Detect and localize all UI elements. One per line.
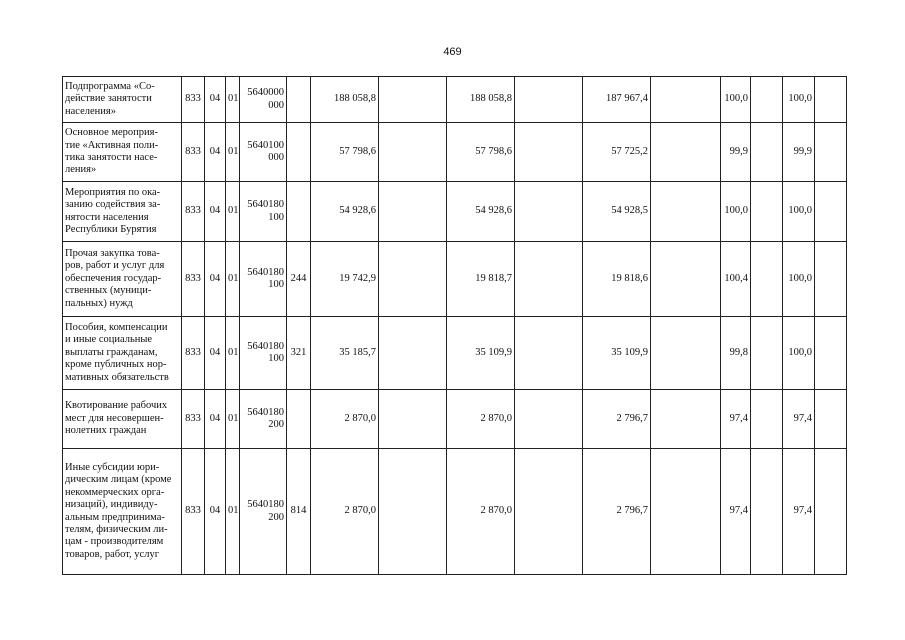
code-section: 04 [205,390,226,449]
code-target-article: 5640100 000 [240,123,287,182]
empty-cell [751,77,783,123]
code-target-article: 5640180 200 [240,449,287,575]
code-grbs: 833 [182,317,205,390]
budget-execution-table [62,76,847,575]
table-row [63,242,847,317]
code-section: 04 [205,242,226,317]
refined-amount: 188 058,8 [447,77,515,123]
code-expense-type [287,77,311,123]
empty-cell [751,123,783,182]
executed-amount: 35 109,9 [583,317,651,390]
executed-amount: 187 967,4 [583,77,651,123]
code-subsection: 01 [226,390,240,449]
code-section: 04 [205,182,226,242]
empty-cell [751,182,783,242]
page-number: 469 [443,46,462,58]
empty-cell [379,390,447,449]
empty-cell [815,242,847,317]
code-section: 04 [205,123,226,182]
approved-amount: 2 870,0 [311,390,379,449]
empty-cell [515,123,583,182]
code-expense-type: 814 [287,449,311,575]
empty-cell [515,242,583,317]
code-expense-type [287,182,311,242]
code-grbs: 833 [182,182,205,242]
code-target-article: 5640180 200 [240,390,287,449]
code-grbs: 833 [182,390,205,449]
empty-cell [651,123,721,182]
empty-cell [515,77,583,123]
percent-of-refined: 97,4 [783,449,815,575]
empty-cell [815,77,847,123]
approved-amount: 54 928,6 [311,182,379,242]
code-subsection: 01 [226,182,240,242]
percent-of-approved: 100,4 [721,242,751,317]
code-grbs: 833 [182,77,205,123]
percent-of-refined: 97,4 [783,390,815,449]
empty-cell [751,449,783,575]
empty-cell [651,242,721,317]
code-subsection: 01 [226,449,240,575]
item-name: Квотирование рабочих мест для несовершен- нолетних граждан [63,390,182,449]
executed-amount: 19 818,6 [583,242,651,317]
empty-cell [515,317,583,390]
approved-amount: 2 870,0 [311,449,379,575]
code-subsection: 01 [226,123,240,182]
refined-amount: 54 928,6 [447,182,515,242]
approved-amount: 19 742,9 [311,242,379,317]
refined-amount: 57 798,6 [447,123,515,182]
code-target-article: 5640180 100 [240,317,287,390]
item-name: Основное мероприя- тие «Активная поли- тика занятости насе- ления» [63,123,182,182]
code-expense-type: 244 [287,242,311,317]
code-subsection: 01 [226,77,240,123]
percent-of-approved: 99,9 [721,123,751,182]
empty-cell [515,182,583,242]
table-row [63,77,847,123]
percent-of-approved: 97,4 [721,390,751,449]
empty-cell [751,242,783,317]
empty-cell [751,390,783,449]
code-section: 04 [205,317,226,390]
code-grbs: 833 [182,449,205,575]
empty-cell [651,317,721,390]
code-subsection: 01 [226,242,240,317]
percent-of-approved: 100,0 [721,77,751,123]
empty-cell [651,449,721,575]
refined-amount: 2 870,0 [447,449,515,575]
item-name: Прочая закупка това- ров, работ и услуг для обеспечения государ- ственных (муници- пальных) нужд [63,242,182,317]
code-expense-type: 321 [287,317,311,390]
percent-of-refined: 100,0 [783,242,815,317]
empty-cell [379,449,447,575]
percent-of-approved: 100,0 [721,182,751,242]
percent-of-refined: 99,9 [783,123,815,182]
code-grbs: 833 [182,123,205,182]
empty-cell [379,317,447,390]
table-row [63,182,847,242]
empty-cell [651,182,721,242]
executed-amount: 54 928,5 [583,182,651,242]
empty-cell [515,390,583,449]
item-name: Пособия, компенсации и иные социальные выплаты гражданам, кроме публичных нор- мативных обязательств [63,317,182,390]
table-row [63,317,847,390]
empty-cell [651,390,721,449]
code-section: 04 [205,77,226,123]
percent-of-refined: 100,0 [783,182,815,242]
empty-cell [815,390,847,449]
empty-cell [751,317,783,390]
empty-cell [379,182,447,242]
approved-amount: 57 798,6 [311,123,379,182]
empty-cell [815,449,847,575]
executed-amount: 2 796,7 [583,449,651,575]
empty-cell [515,449,583,575]
percent-of-approved: 99,8 [721,317,751,390]
empty-cell [651,77,721,123]
item-name: Подпрограмма «Со- действие занятости населения» [63,77,182,123]
empty-cell [379,242,447,317]
refined-amount: 2 870,0 [447,390,515,449]
item-name: Мероприятия по ока- занию содействия за- нятости населения Республики Бурятия [63,182,182,242]
percent-of-refined: 100,0 [783,317,815,390]
table-row [63,390,847,449]
empty-cell [379,77,447,123]
executed-amount: 2 796,7 [583,390,651,449]
code-expense-type [287,123,311,182]
code-target-article: 5640000 000 [240,77,287,123]
percent-of-approved: 97,4 [721,449,751,575]
table-row [63,449,847,575]
percent-of-refined: 100,0 [783,77,815,123]
approved-amount: 188 058,8 [311,77,379,123]
code-section: 04 [205,449,226,575]
code-subsection: 01 [226,317,240,390]
table-row [63,123,847,182]
approved-amount: 35 185,7 [311,317,379,390]
refined-amount: 19 818,7 [447,242,515,317]
code-expense-type [287,390,311,449]
refined-amount: 35 109,9 [447,317,515,390]
empty-cell [379,123,447,182]
empty-cell [815,182,847,242]
code-target-article: 5640180 100 [240,242,287,317]
item-name: Иные субсидии юри- дическим лицам (кроме некоммерческих орга- низаций), индивиду- альным предпринима- телям, физическим ли- цам - производителям товаров, работ, услуг [63,449,182,575]
code-target-article: 5640180 100 [240,182,287,242]
empty-cell [815,123,847,182]
executed-amount: 57 725,2 [583,123,651,182]
code-grbs: 833 [182,242,205,317]
empty-cell [815,317,847,390]
